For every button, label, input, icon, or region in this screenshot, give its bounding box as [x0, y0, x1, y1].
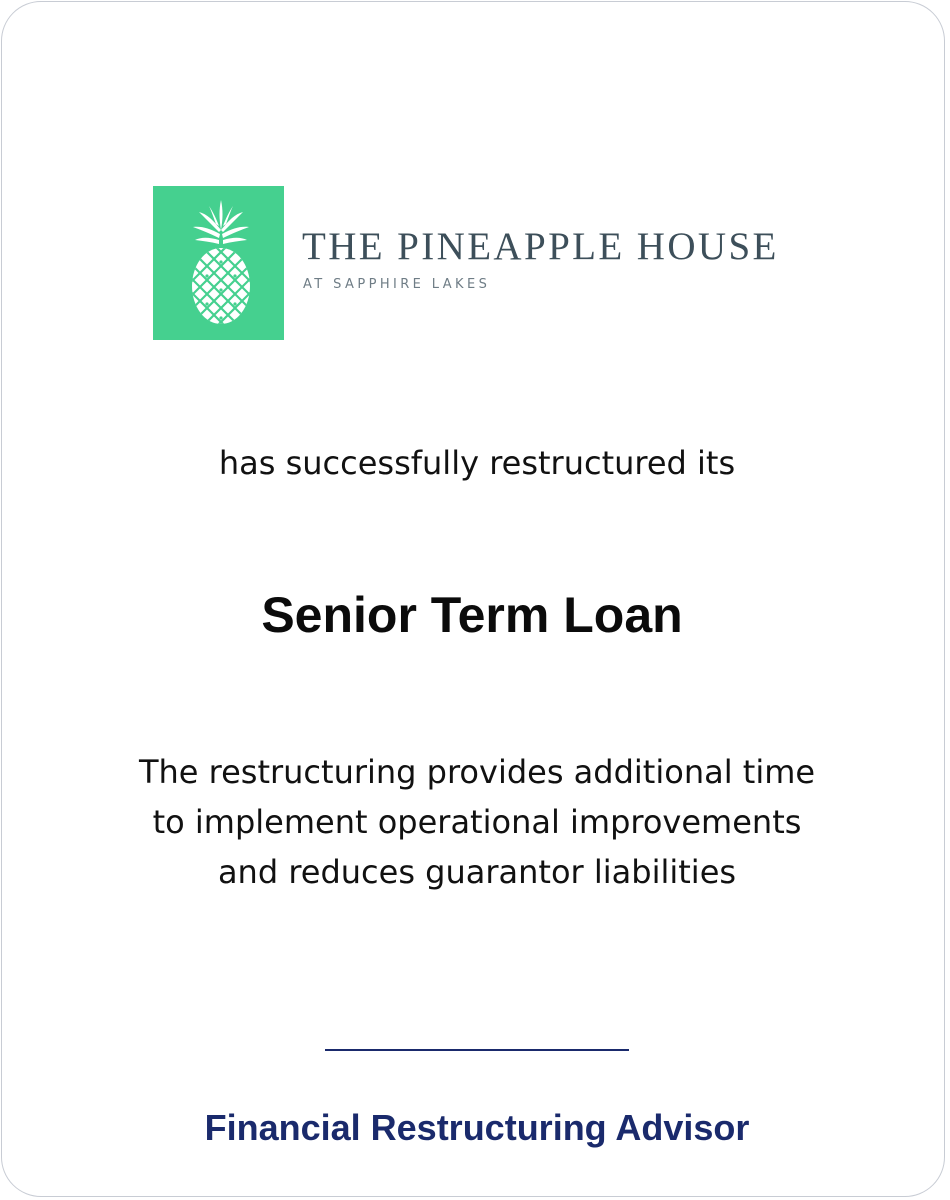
- deal-headline: Senior Term Loan: [261, 587, 683, 643]
- lead-text: has successfully restructured its: [218, 444, 736, 482]
- description-line: The restructuring provides additional time: [138, 753, 816, 791]
- description-line: to implement operational improvements: [152, 803, 802, 841]
- deal-description: [2, 747, 950, 897]
- divider-line: [325, 1049, 629, 1051]
- logo-brand-name: THE PINEAPPLE HOUSE: [302, 225, 779, 268]
- logo-brand-subtitle: AT SAPPHIRE LAKES: [303, 277, 491, 292]
- description-line: and reduces guarantor liabilities: [217, 853, 737, 891]
- pineapple-icon: [153, 186, 284, 340]
- pineapple-logo-mark: [153, 186, 284, 340]
- advisor-role: Financial Restructuring Advisor: [204, 1107, 750, 1148]
- tombstone-card: [1, 1, 945, 1197]
